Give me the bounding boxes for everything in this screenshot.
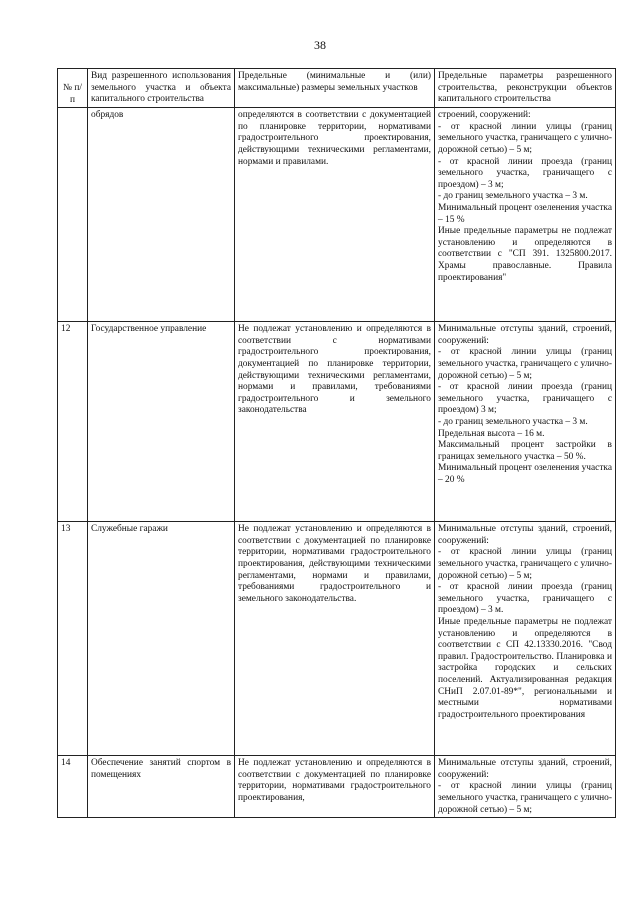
- header-build-params: Предельные параметры разрешенного строительства, реконструкции объектов капитального строительства: [435, 69, 616, 108]
- param-line: - до границ земельного участка – 3 м.: [438, 191, 588, 202]
- param-line: Минимальные отступы зданий, строений, сооружений:: [438, 324, 612, 346]
- row-use-type: обрядов: [88, 108, 235, 322]
- row-number: [58, 108, 88, 322]
- param-line: - от красной линии улицы (границ земельного участка, граничащего с улично-дорожной сетью) – 5 м;: [438, 781, 612, 815]
- table-row: [58, 322, 616, 522]
- param-line: Минимальный процент озеленения участка – 20 %: [438, 463, 612, 485]
- param-line: Минимальные отступы зданий, строений, сооружений:: [438, 524, 612, 546]
- header-number: № п/п: [58, 69, 88, 108]
- param-line: Иные предельные параметры не подлежат установлению и определяются в соответствии с СП 42.13330.2016. "Свод правил. Градостроительство. Планировка и застройка городских и сельских поселений. Актуализированная редакция СНиП 2.07.01-89*", региональными и местными нормативами градостроительного проектирования: [438, 616, 612, 720]
- table-row: [58, 756, 616, 818]
- row-plot-size: определяются в соответствии с документацией по планировке территории, нормативами градостроительного проектирования, действующими техническими регламентами, нормами и правилами.: [235, 108, 435, 322]
- row-build-params: [435, 522, 616, 756]
- row-number: 12: [58, 322, 88, 522]
- param-line: - от красной линии проезда (границ земельного участка, граничащего с проездом) 3 м;: [438, 382, 612, 416]
- table-row: [58, 108, 616, 322]
- param-line: строений, сооружений:: [438, 110, 531, 121]
- row-build-params: [435, 756, 616, 818]
- param-line: Минимальные отступы зданий, строений, сооружений:: [438, 758, 612, 780]
- row-number: 14: [58, 756, 88, 818]
- param-line: - от красной линии улицы (границ земельного участка, граничащего с улично-дорожной сетью) – 5 м;: [438, 121, 612, 155]
- row-plot-size: Не подлежат установлению и определяются в соответствии с документацией по планировке территории, нормативами градостроительного проектирования,: [235, 756, 435, 818]
- row-number: 13: [58, 522, 88, 756]
- param-line: - от красной линии улицы (границ земельного участка, граничащего с улично-дорожной сетью) – 5 м;: [438, 347, 612, 381]
- param-line: - от красной линии проезда (границ земельного участка, граничащего с проездом) – 3 м.: [438, 582, 612, 616]
- row-build-params: [435, 108, 616, 322]
- param-line: Минимальный процент озеленения участка – 15 %: [438, 202, 612, 225]
- row-use-type: Государственное управление: [88, 322, 235, 522]
- row-use-type: Служебные гаражи: [88, 522, 235, 756]
- row-plot-size: Не подлежат установлению и определяются в соответствии с документацией по планировке территории, нормативами градостроительного проектирования, действующими техническими регламентами, нормами и правилами, требованиями градостроительного и земельного законодательства.: [235, 522, 435, 756]
- table-header-row: [58, 69, 616, 108]
- param-line: Максимальный процент застройки в границах земельного участка – 50 %.: [438, 440, 612, 462]
- header-use-type: Вид разрешенного использования земельного участка и объекта капитального строительства: [88, 69, 235, 108]
- param-line: - до границ земельного участка – 3 м.: [438, 416, 588, 427]
- param-line: - от красной линии проезда (границ земельного участка, граничащего с проездом) – 3 м;: [438, 156, 612, 190]
- param-line: - от красной линии улицы (границ земельного участка, граничащего с улично-дорожной сетью) – 5 м;: [438, 547, 612, 581]
- param-line: Предельная высота – 16 м.: [438, 428, 545, 439]
- page-number: 38: [314, 38, 326, 52]
- row-use-type: Обеспечение занятий спортом в помещениях: [88, 756, 235, 818]
- row-build-params: [435, 322, 616, 522]
- row-plot-size: Не подлежат установлению и определяются в соответствии с нормативами градостроительного проектирования, документацией по планировке территории, действующими техническими регламентами, нормами и правилами, требованиями градостроительного и земельного законодательства: [235, 322, 435, 522]
- table-row: [58, 522, 616, 756]
- regulations-table: [57, 68, 616, 818]
- header-plot-size: Предельные (минимальные и (или) максимальные) размеры земельных участков: [235, 69, 435, 108]
- param-line: Иные предельные параметры не подлежат установлению и определяются в соответствии с "СП 391. 1325800.2017. Храмы православные. Правила проектирования": [438, 226, 612, 283]
